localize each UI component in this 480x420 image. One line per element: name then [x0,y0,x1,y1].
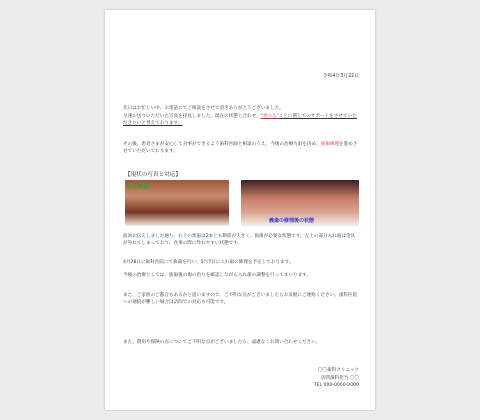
signature-name: 訪問歯科担当 〇〇 [320,376,359,381]
plan-highlight: 義歯修理 [320,142,340,147]
paragraph-body-4: また、ご家族のご都合もあるかと思いますので、ご不明な点がございましたらお気軽にご連絡ください。歯科医院への通院が難しい場合は訪問での対応も可能です。 [123,293,358,305]
photo-caption-upper: 右上奥歯 [127,184,149,190]
paragraph-body-1: 前回お伝えしました通り、右上の奥歯は2本とも動揺が大きく、抜歯が必要な状態です。左上の部分入れ歯は金具が外れてしまっており、食事の際に外れやすい状態です。 [123,234,356,246]
paragraph-body-2: 4月28日に歯科医院にて抜歯を行い、5月7日に入れ歯の修理を予定しております。 [123,260,294,265]
signature-phone: TEL 000-0000-0000 [313,383,359,388]
support-text-a: 早速お送りいただいた写真を拝見しました。現在の状態と合わせ、 [123,114,261,119]
photos-heading: 【現状の写真と対応】 [125,172,181,178]
paragraph-body-3: 今後の治療としては、抜歯後の傷の治りを確認しながら入れ歯の調整を行ってまいります。 [123,273,311,278]
letter-date: 令和4年3月22日 [322,74,359,79]
paragraph-plan [123,142,359,155]
plan-text-a: その後、患者さまが安心して食事ができるよう歯科医師と相談のうえ、今後の治療方針を決め、 [123,142,321,147]
plan-text-b: を進めさせていただいております。 [123,142,358,154]
letter-page [105,10,375,410]
greeting-text: 先日はお忙しい中、お電話にてご相談をさせて頂きありがとうございました。 [123,106,284,111]
paragraph-support [123,114,359,127]
paragraph-closing: また、費用や保険の点についてご不明な点がございましたら、遠慮なくお問い合わせください。 [123,340,321,345]
paragraph-greeting [123,106,359,113]
photo-caption-denture: 義歯の修理後の状態 [269,218,315,224]
support-text-b: ことに関してのサポートをさせていただきたいと考えております。 [123,114,357,126]
support-highlight: "食べる" [260,114,279,119]
signature-clinic: 〇〇歯科クリニック [317,368,359,373]
